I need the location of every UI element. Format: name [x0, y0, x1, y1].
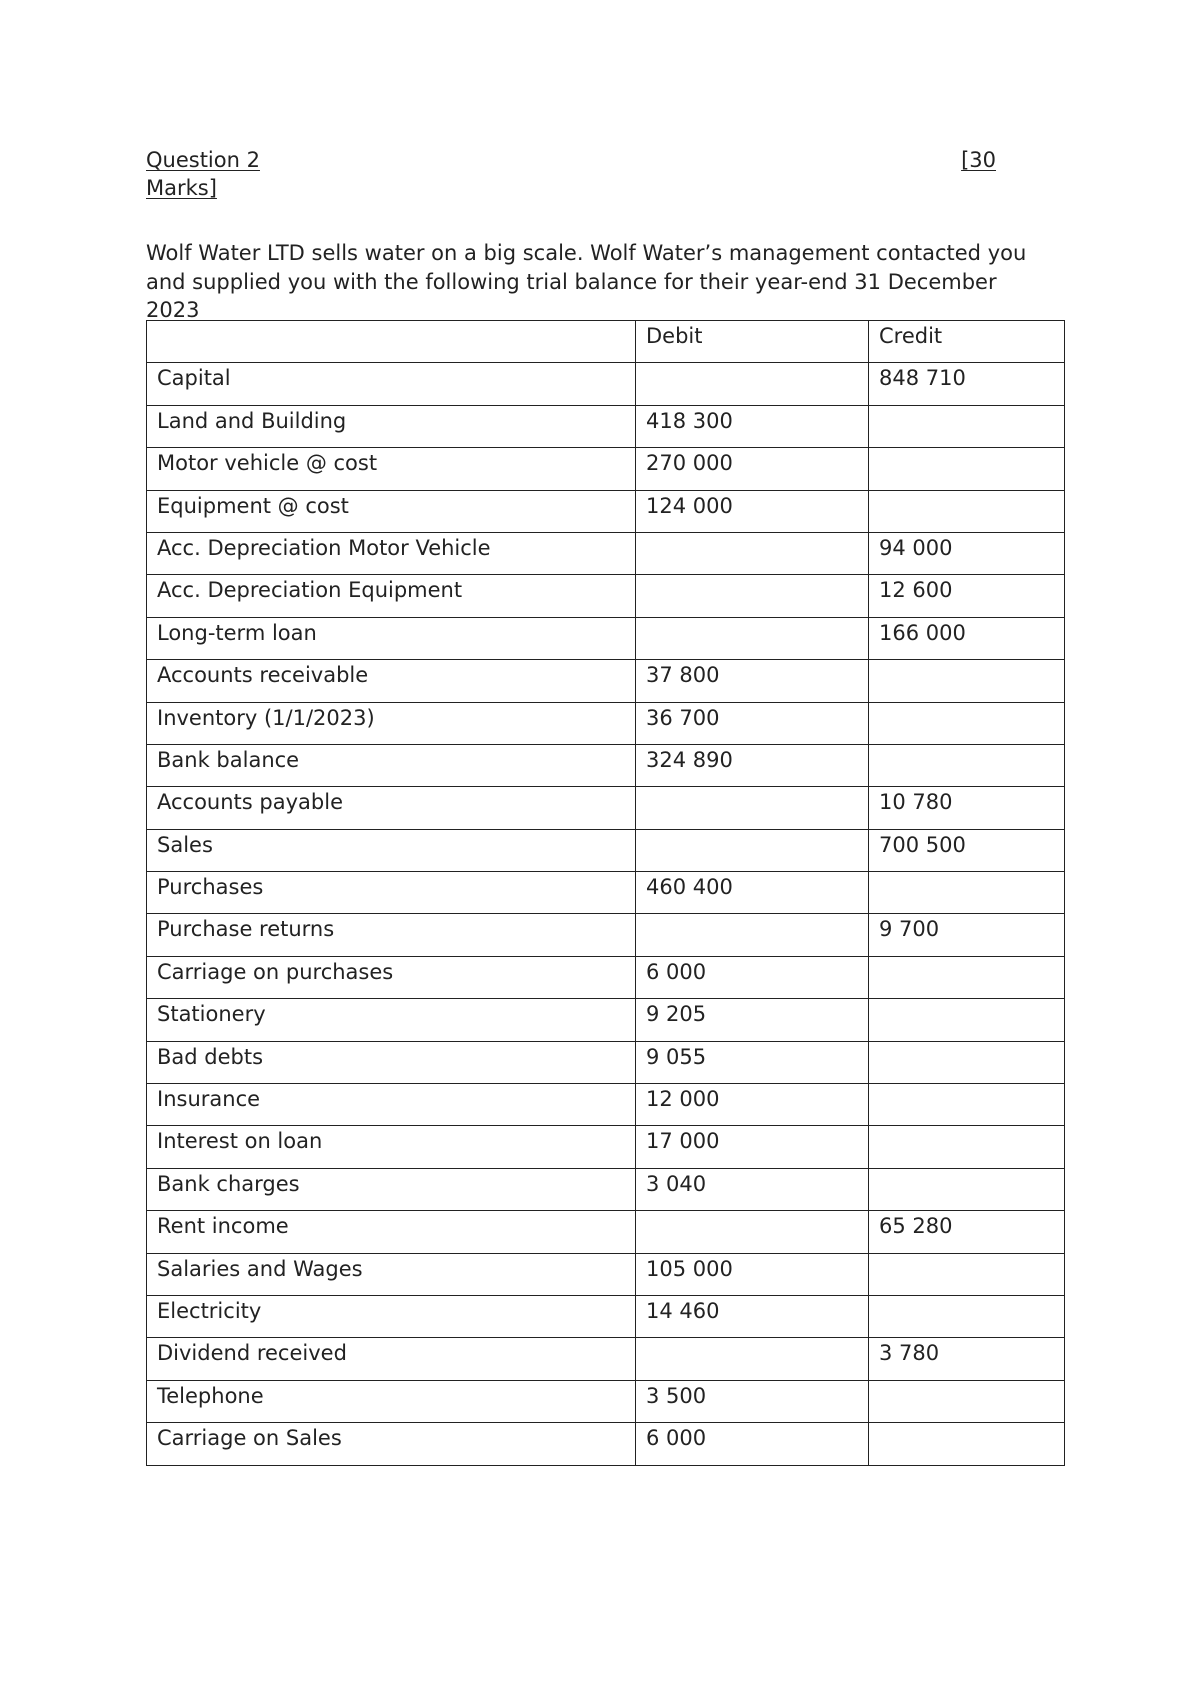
header-account	[147, 321, 636, 363]
question-heading-line	[146, 146, 996, 174]
credit-cell	[869, 490, 1065, 532]
account-cell: Stationery	[147, 999, 636, 1041]
table-row	[147, 532, 1065, 574]
table-row	[147, 956, 1065, 998]
table-row	[147, 363, 1065, 405]
debit-cell	[636, 914, 869, 956]
credit-cell	[869, 1084, 1065, 1126]
account-cell: Accounts receivable	[147, 660, 636, 702]
table-row	[147, 872, 1065, 914]
debit-cell: 3 500	[636, 1380, 869, 1422]
credit-cell	[869, 999, 1065, 1041]
credit-cell: 3 780	[869, 1338, 1065, 1380]
credit-cell: 65 280	[869, 1211, 1065, 1253]
debit-cell: 270 000	[636, 448, 869, 490]
intro-paragraph: Wolf Water LTD sells water on a big scale. Wolf Water’s management contacted you and supplied you with the following trial balance for their year-end 31 December 2023	[146, 241, 1027, 322]
table-row	[147, 575, 1065, 617]
account-cell: Bank balance	[147, 744, 636, 786]
credit-cell: 10 780	[869, 787, 1065, 829]
account-cell: Purchase returns	[147, 914, 636, 956]
debit-cell: 6 000	[636, 1423, 869, 1465]
account-cell: Purchases	[147, 872, 636, 914]
debit-cell	[636, 532, 869, 574]
account-cell: Equipment @ cost	[147, 490, 636, 532]
credit-cell: 848 710	[869, 363, 1065, 405]
table-row	[147, 914, 1065, 956]
credit-cell	[869, 702, 1065, 744]
credit-cell: 12 600	[869, 575, 1065, 617]
debit-cell: 124 000	[636, 490, 869, 532]
credit-cell: 9 700	[869, 914, 1065, 956]
account-cell: Interest on loan	[147, 1126, 636, 1168]
table-row	[147, 1126, 1065, 1168]
debit-cell: 3 040	[636, 1168, 869, 1210]
account-cell: Salaries and Wages	[147, 1253, 636, 1295]
credit-cell: 166 000	[869, 617, 1065, 659]
debit-cell	[636, 617, 869, 659]
question-heading	[146, 146, 996, 202]
table-row	[147, 490, 1065, 532]
credit-cell	[869, 448, 1065, 490]
account-cell: Rent income	[147, 1211, 636, 1253]
credit-cell	[869, 872, 1065, 914]
account-cell: Electricity	[147, 1295, 636, 1337]
table-row	[147, 1211, 1065, 1253]
debit-cell	[636, 829, 869, 871]
table-row	[147, 1338, 1065, 1380]
debit-cell: 9 055	[636, 1041, 869, 1083]
table-row	[147, 1423, 1065, 1465]
credit-cell	[869, 1126, 1065, 1168]
debit-cell: 460 400	[636, 872, 869, 914]
credit-cell	[869, 1041, 1065, 1083]
credit-cell	[869, 660, 1065, 702]
debit-cell	[636, 787, 869, 829]
table-row	[147, 1253, 1065, 1295]
account-cell: Capital	[147, 363, 636, 405]
marks-label-start: [30	[961, 148, 996, 172]
account-cell: Carriage on purchases	[147, 956, 636, 998]
table-row	[147, 787, 1065, 829]
table-row	[147, 448, 1065, 490]
credit-cell	[869, 1253, 1065, 1295]
debit-cell: 14 460	[636, 1295, 869, 1337]
debit-cell: 324 890	[636, 744, 869, 786]
table-row	[147, 1084, 1065, 1126]
account-cell: Long-term loan	[147, 617, 636, 659]
debit-cell: 12 000	[636, 1084, 869, 1126]
table-row	[147, 1295, 1065, 1337]
debit-cell: 36 700	[636, 702, 869, 744]
debit-cell: 418 300	[636, 405, 869, 447]
table-row	[147, 1380, 1065, 1422]
credit-cell	[869, 1423, 1065, 1465]
account-cell: Bad debts	[147, 1041, 636, 1083]
trial-balance-body	[147, 321, 1065, 1466]
account-cell: Accounts payable	[147, 787, 636, 829]
table-row	[147, 744, 1065, 786]
account-cell: Insurance	[147, 1084, 636, 1126]
debit-cell: 37 800	[636, 660, 869, 702]
trial-balance-table	[146, 320, 1065, 1466]
table-row	[147, 660, 1065, 702]
account-cell: Acc. Depreciation Equipment	[147, 575, 636, 617]
account-cell: Telephone	[147, 1380, 636, 1422]
credit-cell	[869, 744, 1065, 786]
table-header-row	[147, 321, 1065, 363]
credit-cell	[869, 1380, 1065, 1422]
debit-cell	[636, 1338, 869, 1380]
table-row	[147, 405, 1065, 447]
account-cell: Sales	[147, 829, 636, 871]
debit-cell	[636, 575, 869, 617]
debit-cell	[636, 1211, 869, 1253]
table-row	[147, 617, 1065, 659]
table-row	[147, 1168, 1065, 1210]
debit-cell: 9 205	[636, 999, 869, 1041]
credit-cell	[869, 956, 1065, 998]
header-credit: Credit	[869, 321, 1065, 363]
account-cell: Land and Building	[147, 405, 636, 447]
table-row	[147, 829, 1065, 871]
debit-cell: 105 000	[636, 1253, 869, 1295]
account-cell: Carriage on Sales	[147, 1423, 636, 1465]
debit-cell: 6 000	[636, 956, 869, 998]
credit-cell: 700 500	[869, 829, 1065, 871]
debit-cell	[636, 363, 869, 405]
account-cell: Acc. Depreciation Motor Vehicle	[147, 532, 636, 574]
account-cell: Bank charges	[147, 1168, 636, 1210]
question-number: Question 2	[146, 148, 260, 172]
debit-cell: 17 000	[636, 1126, 869, 1168]
marks-label-end: Marks]	[146, 176, 217, 200]
account-cell: Inventory (1/1/2023)	[147, 702, 636, 744]
table-row	[147, 999, 1065, 1041]
account-cell: Motor vehicle @ cost	[147, 448, 636, 490]
header-debit: Debit	[636, 321, 869, 363]
credit-cell	[869, 1295, 1065, 1337]
credit-cell: 94 000	[869, 532, 1065, 574]
credit-cell	[869, 405, 1065, 447]
table-row	[147, 1041, 1065, 1083]
credit-cell	[869, 1168, 1065, 1210]
account-cell: Dividend received	[147, 1338, 636, 1380]
table-row	[147, 702, 1065, 744]
